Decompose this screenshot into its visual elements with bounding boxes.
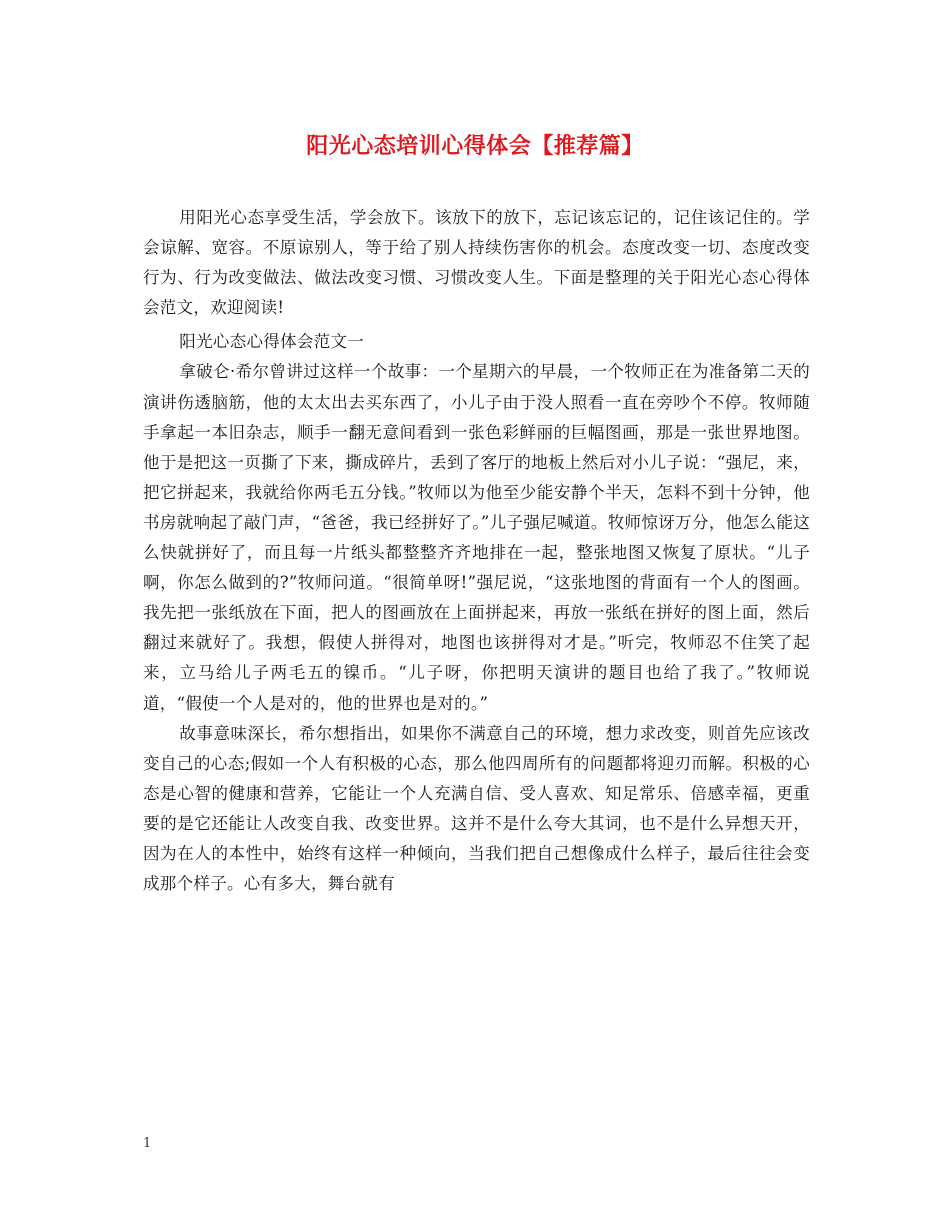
intro-paragraph: 用阳光心态享受生活，学会放下。该放下的放下，忘记该忘记的，记住该记住的。学会谅解、宽容。不原谅别人，等于给了别人持续伤害你的机会。态度改变一切、态度改变行为、行为改变做法、做法改变习惯、习惯改变人生。下面是整理的关于阳光心态心得体会范文，欢迎阅读! bbox=[143, 208, 810, 318]
story-paragraph: 拿破仑·希尔曾讲过这样一个故事：一个星期六的早晨，一个牧师正在为准备第二天的演讲伤透脑筋，他的太太出去买东西了，小儿子由于没人照看一直在旁吵个不停。牧师随手拿起一本旧杂志，顺手一翻无意间看到一张色彩鲜丽的巨幅图画，那是一张世界地图。他于是把这一页撕了下来，撕成碎片，丢到了客厅的地板上然后对小儿子说：“强尼，来，把它拼起来，我就给你两毛五分钱。”牧师以为他至少能安静个半天，怎料不到十分钟，他书房就响起了敲门声，“爸爸，我已经拼好了。”儿子强尼喊道。牧师惊讶万分，他怎么能这么快就拼好了，而且每一片纸头都整整齐齐地排在一起，整张地图又恢复了原状。“儿子啊，你怎么做到的?”牧师问道。“很简单呀!”强尼说，“这张地图的背面有一个人的图画。我先把一张纸放在下面，把人的图画放在上面拼起来，再放一张纸在拼好的图上面，然后翻过来就好了。我想，假使人拼得对，地图也该拼得对才是。”听完，牧师忍不住笑了起来，立马给儿子两毛五的镍币。“儿子呀，你把明天演讲的题目也给了我了。”牧师说道，“假使一个人是对的，他的世界也是对的。” bbox=[143, 362, 810, 713]
analysis-paragraph: 故事意味深长，希尔想指出，如果你不满意自己的环境，想力求改变，则首先应该改变自己的心态;假如一个人有积极的心态，那么他四周所有的问题都将迎刃而解。积极的心态是心智的健康和营养，它能让一个人充满自信、受人喜欢、知足常乐、倍感幸福，更重要的是它还能让人改变自我、改变世界。这并不是什么夸大其词，也不是什么异想天开，因为在人的本性中，始终有这样一种倾向，当我们把自己想像成什么样子，最后往往会变成那个样子。心有多大，舞台就有 bbox=[143, 723, 810, 894]
document-body bbox=[143, 203, 810, 899]
page-number: 1 bbox=[143, 1136, 152, 1151]
document-title: 阳光心态培训心得体会【推荐篇】 bbox=[306, 133, 644, 159]
section-heading: 阳光心态心得体会范文一 bbox=[179, 332, 365, 352]
